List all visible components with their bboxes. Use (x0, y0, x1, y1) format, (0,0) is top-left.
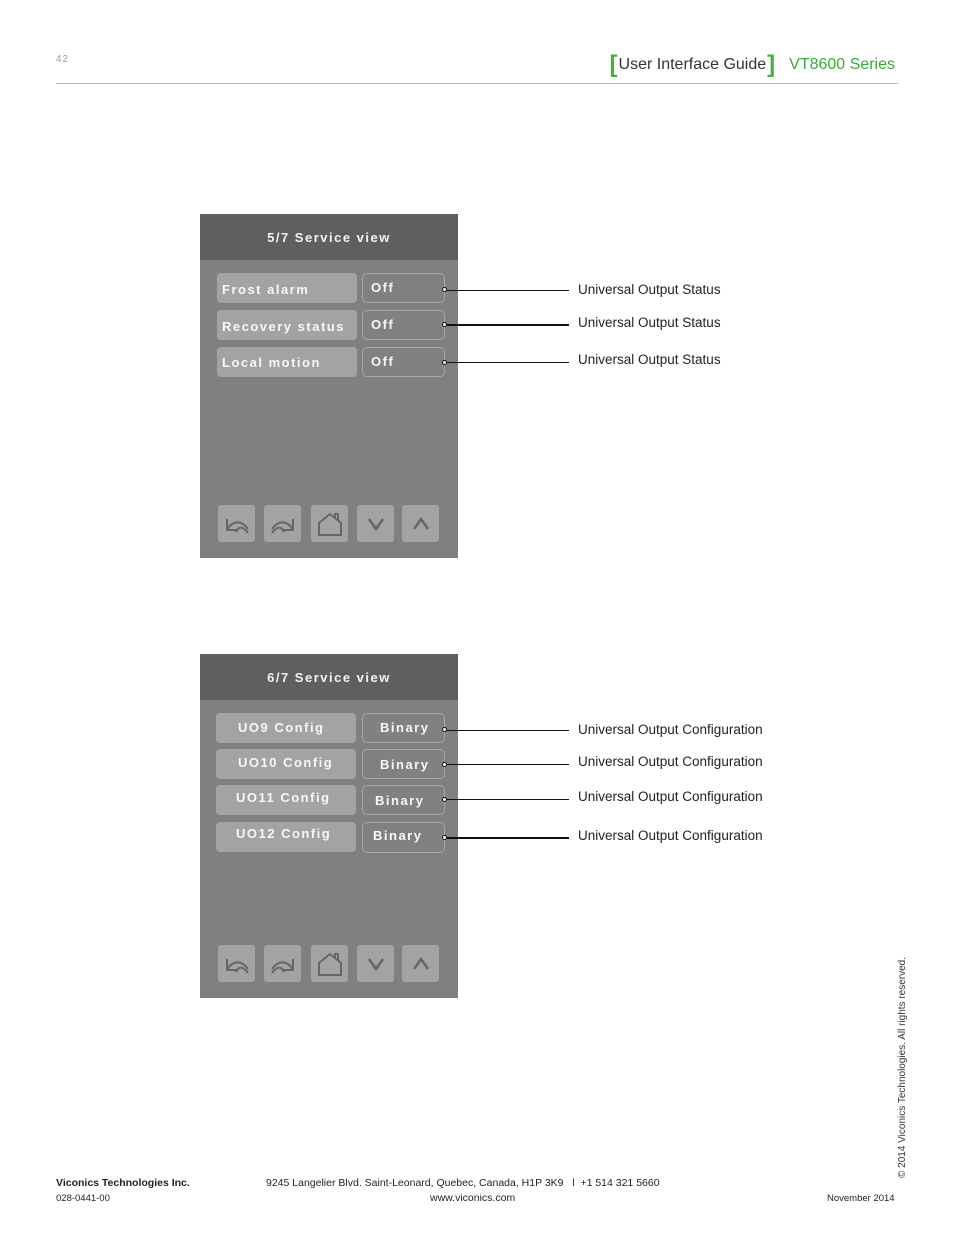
copyright-notice: © 2014 Viconics Technologies. All rights reserved. (897, 956, 908, 1178)
header-rule (56, 83, 898, 84)
uo9-config-button[interactable]: UO9 Config (216, 713, 356, 743)
home-button[interactable] (311, 945, 348, 982)
callout-line (447, 764, 569, 765)
chevron-up-icon (411, 516, 431, 532)
chevron-up-icon (411, 956, 431, 972)
home-icon (316, 511, 344, 537)
callout-uo11-config: Universal Output Configuration (578, 789, 763, 804)
scroll-up-button[interactable] (402, 945, 439, 982)
callout-line (447, 837, 569, 839)
frost-alarm-button[interactable]: Frost alarm (217, 273, 357, 303)
uo11-config-value[interactable]: Binary (362, 785, 445, 815)
forward-button[interactable] (264, 945, 301, 982)
callout-line (447, 362, 569, 363)
service-view-panel-6 (200, 654, 458, 998)
uo10-config-value[interactable]: Binary (362, 749, 445, 779)
footer-company: Viconics Technologies Inc. (56, 1177, 190, 1189)
chevron-down-icon (366, 956, 386, 972)
scroll-down-button[interactable] (357, 505, 394, 542)
forward-icon (269, 952, 297, 976)
uo9-config-value[interactable]: Binary (362, 713, 445, 743)
callout-uo10-config: Universal Output Configuration (578, 754, 763, 769)
uo12-config-value[interactable]: Binary (362, 822, 445, 853)
callout-uo12-config: Universal Output Configuration (578, 828, 763, 843)
guide-title: User Interface Guide (618, 56, 767, 73)
callout-recovery-status: Universal Output Status (578, 315, 721, 330)
panel-title: 6/7 Service view (200, 654, 458, 700)
forward-button[interactable] (264, 505, 301, 542)
home-button[interactable] (311, 505, 348, 542)
callout-line (447, 730, 569, 731)
right-bracket-icon: ] (767, 51, 776, 78)
back-button[interactable] (218, 505, 255, 542)
chevron-down-icon (366, 516, 386, 532)
series-title: VT8600 Series (789, 56, 895, 73)
callout-line (447, 324, 569, 326)
scroll-up-button[interactable] (402, 505, 439, 542)
service-view-panel-5 (200, 214, 458, 558)
back-icon (223, 512, 251, 536)
page-number: 42 (56, 54, 70, 65)
callout-line (447, 290, 569, 291)
callout-frost-alarm: Universal Output Status (578, 282, 721, 297)
footer-doc-number: 028-0441-00 (56, 1193, 110, 1204)
recovery-status-button[interactable]: Recovery status (217, 310, 357, 340)
local-motion-value[interactable]: Off (362, 347, 445, 377)
forward-icon (269, 512, 297, 536)
home-icon (316, 951, 344, 977)
uo11-config-button[interactable]: UO11 Config (216, 785, 356, 815)
back-button[interactable] (218, 945, 255, 982)
callout-uo9-config: Universal Output Configuration (578, 722, 763, 737)
frost-alarm-value[interactable]: Off (362, 273, 445, 303)
footer-date: November 2014 (827, 1193, 895, 1204)
uo10-config-button[interactable]: UO10 Config (216, 749, 356, 779)
footer-website[interactable]: www.viconics.com (430, 1192, 516, 1204)
recovery-status-value[interactable]: Off (362, 310, 445, 340)
uo12-config-button[interactable]: UO12 Config (216, 822, 356, 852)
scroll-down-button[interactable] (357, 945, 394, 982)
document-header (610, 52, 895, 78)
callout-local-motion: Universal Output Status (578, 352, 721, 367)
footer-address: 9245 Langelier Blvd. Saint-Leonard, Quebec, Canada, H1P 3K9 l +1 514 321 5660 (266, 1177, 660, 1189)
left-bracket-icon: [ (609, 51, 618, 78)
back-icon (223, 952, 251, 976)
callout-line (447, 799, 569, 800)
local-motion-button[interactable]: Local motion (217, 347, 357, 377)
panel-title: 5/7 Service view (200, 214, 458, 260)
